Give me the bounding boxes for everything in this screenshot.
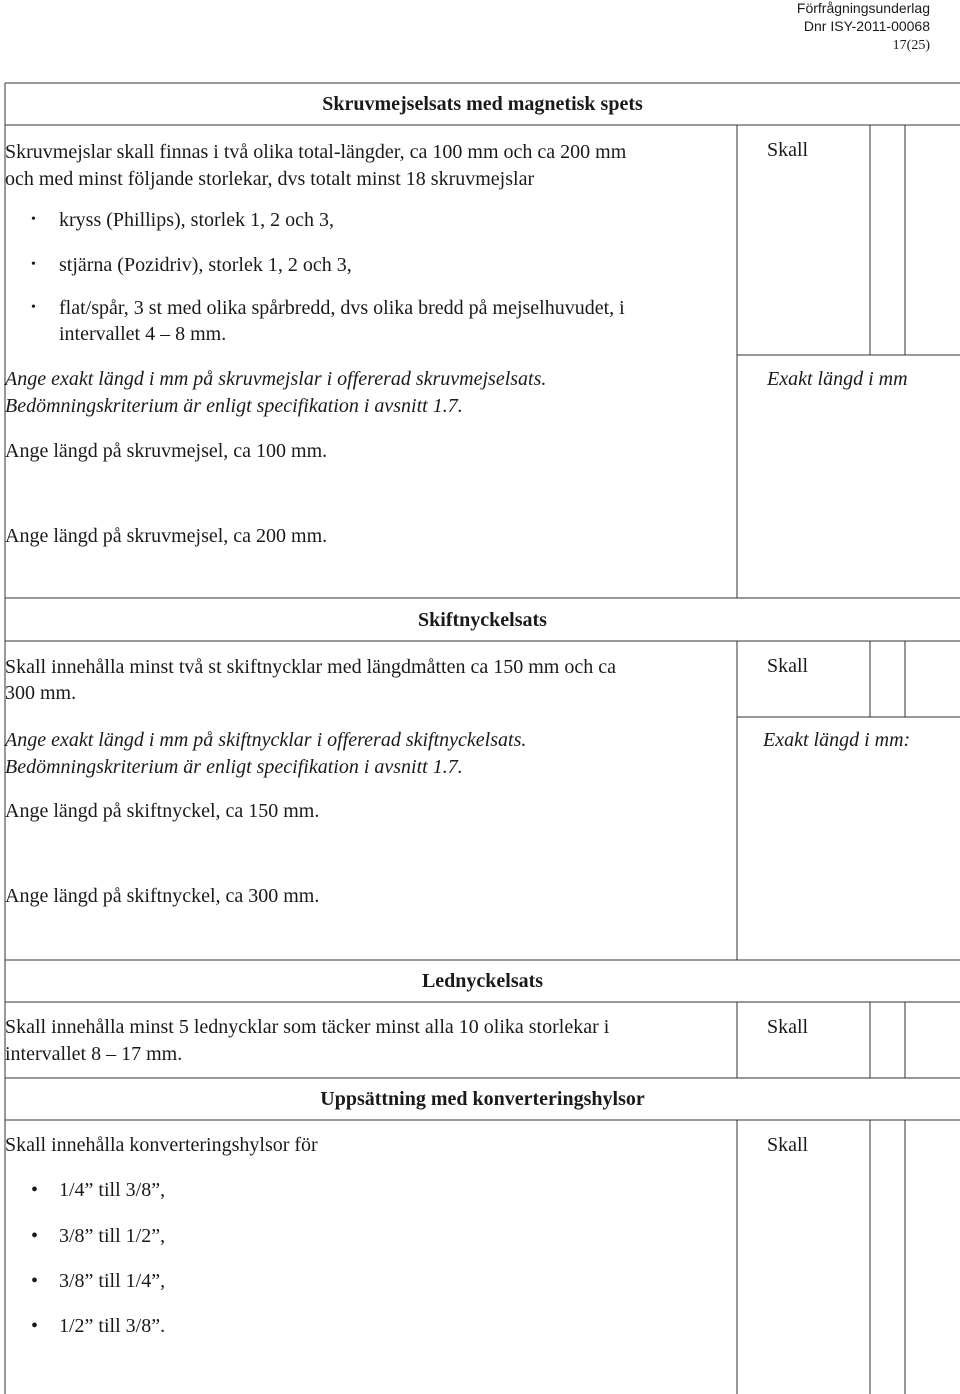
list-item: kryss (Phillips), storlek 1, 2 och 3, (59, 209, 334, 231)
list-item: stjärna (Pozidriv), storlek 1, 2 och 3, (59, 254, 352, 276)
list-item: 1/4” till 3/8”, (59, 1179, 166, 1201)
list-item: flat/spår, 3 st med olika spårbredd, dvs olika bredd på mejselhuvudet, i (59, 297, 625, 319)
requirement-label: Skall (767, 139, 809, 161)
instruction-text: Ange exakt längd i mm på skiftnycklar i offererad skiftnyckelsats. (5, 729, 527, 751)
section-description-line: Skall innehålla konverteringshylsor för (5, 1134, 318, 1156)
list-item: 1/2” till 3/8”. (59, 1315, 166, 1337)
section-description-line: Skall innehålla minst 5 lednycklar som täcker minst alla 10 olika storlekar i (5, 1016, 610, 1038)
page-number: 17(25) (892, 38, 930, 53)
instruction-text: Ange exakt längd i mm på skruvmejslar i offererad skruvmejselsats. (5, 368, 547, 390)
section-description-line: Skall innehålla minst två st skiftnycklar med längdmåtten ca 150 mm och ca (5, 656, 616, 678)
question-row: Ange längd på skiftnyckel, ca 300 mm. (5, 885, 320, 907)
section-description-line: och med minst följande storlekar, dvs totalt minst 18 skruvmejslar (5, 168, 535, 190)
instruction-text: Bedömningskriterium är enligt specifikation i avsnitt 1.7. (5, 756, 463, 778)
bullet-icon: • (31, 300, 36, 315)
section-title-skruvmejselsats: Skruvmejselsats med magnetisk spets (322, 93, 643, 115)
bullet-icon: • (31, 212, 36, 227)
section-title-lednyckelsats: Lednyckelsats (421, 970, 544, 992)
requirement-label: Skall (767, 1134, 809, 1156)
bullet-icon: • (31, 1225, 39, 1247)
list-item: 3/8” till 1/2”, (59, 1225, 166, 1247)
requirement-label: Skall (767, 1016, 809, 1038)
section-description-line: Skruvmejslar skall finnas i två olika total-längder, ca 100 mm och ca 200 mm (5, 141, 627, 163)
bullet-icon: • (31, 257, 36, 272)
list-item: 3/8” till 1/4”, (59, 1270, 166, 1292)
document-number: Dnr ISY-2011-00068 (803, 18, 930, 34)
section-title-skiftnyckelsats: Skiftnyckelsats (418, 609, 547, 631)
list-item: intervallet 4 – 8 mm. (59, 323, 227, 345)
question-row: Ange längd på skiftnyckel, ca 150 mm. (5, 800, 320, 822)
bullet-icon: • (31, 1270, 39, 1292)
requirement-label: Skall (767, 655, 809, 677)
section-description-line: 300 mm. (5, 682, 77, 704)
question-row: Ange längd på skruvmejsel, ca 100 mm. (5, 440, 328, 462)
bullet-icon: • (31, 1315, 39, 1337)
bullet-icon: • (31, 1179, 39, 1201)
answer-column-label: Exakt längd i mm (767, 368, 908, 390)
section-description-line: intervallet 8 – 17 mm. (5, 1043, 183, 1065)
document-label: Förfrågningsunderlag (796, 0, 930, 16)
answer-column-label: Exakt längd i mm: (763, 729, 911, 751)
section-title-konverteringshylsor: Uppsättning med konverteringshylsor (320, 1088, 645, 1110)
question-row: Ange längd på skruvmejsel, ca 200 mm. (5, 525, 328, 547)
instruction-text: Bedömningskriterium är enligt specifikation i avsnitt 1.7. (5, 395, 463, 417)
